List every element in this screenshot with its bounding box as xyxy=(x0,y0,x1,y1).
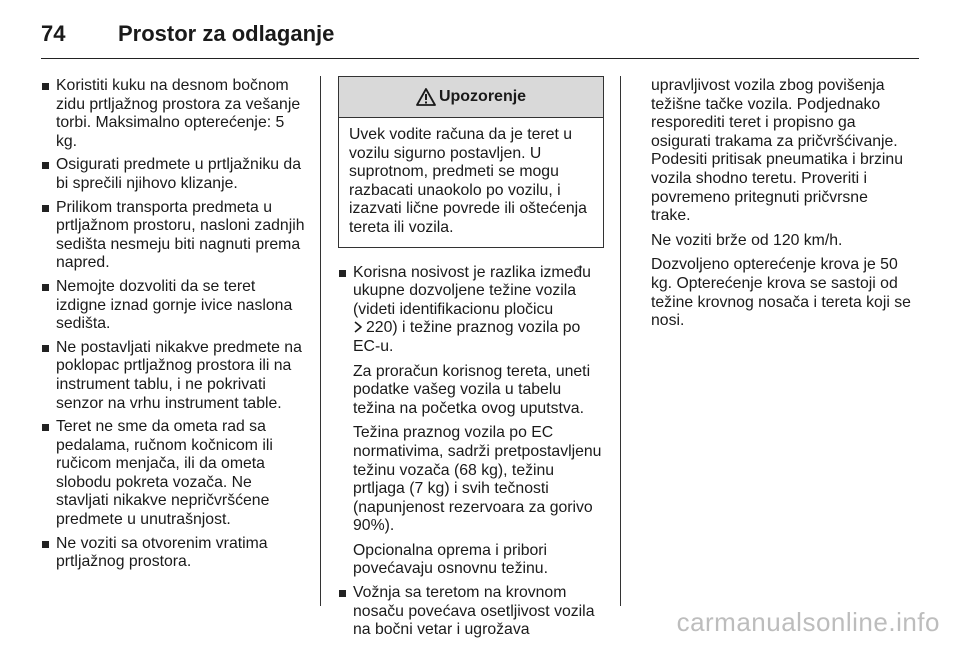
paragraph: upravljivost vozila zbog povišenja težišne tačke vozila. Podjednako resporediti teret i propisno ga osigurati trakama za pričvršćivanje. Podesiti pritisak pneumatika i brzinu vozila shodno teretu. Proveriti i povremeno pritegnuti pričvrsne trake. xyxy=(651,77,903,225)
bullet-list xyxy=(41,77,307,572)
payload-text: Korisna nosivost je razlika između ukupne dozvoljene težine vozila (videti identifikacionu pločicu xyxy=(353,263,591,318)
list-item: Ne postavljati nikakve predmete na poklopac prtljažnog prostora ili na instrument tablu, i ne pokrivati senzor na vrhu instrument table. xyxy=(41,339,307,413)
list-item: Prilikom transporta predmeta u prtljažnom prostoru, nasloni zadnjih sedišta nesmeju biti nagnuti prema napred. xyxy=(41,199,307,273)
paragraph: Dozvoljeno opterećenje krova je 50 kg. Opterećenje krova se sastoji od težine krovnog nosača i tereta koji se nosi. xyxy=(651,256,911,330)
list-item: Koristiti kuku na desnom bočnom zidu prtljažnog prostora za vešanje torbi. Maksimalno opterećenje: 5 kg. xyxy=(41,77,307,151)
warning-box xyxy=(338,76,604,248)
sub-paragraph: Težina praznog vozila po EC normativima, sadrži pretpostavljenu težinu vozača (68 kg), težinu prtljaga (7 kg) i svih tečnosti (napunjenost rezervoara za gorivo 90%). xyxy=(353,424,602,535)
page-reference-arrow-icon xyxy=(353,321,363,333)
bullet-list xyxy=(338,264,604,640)
warning-text: Uvek vodite računa da je teret u vozilu sigurno postavljen. U suprotnom, predmeti se mogu razbacati unaokolo po vozilu, i izazvati lične povrede ili oštećenja tereta ili vozila. xyxy=(349,126,587,236)
sub-paragraph: Za proračun korisnog tereta, uneti podatke vašeg vozila u tabelu težina na početka ovog uputstva. xyxy=(353,362,591,417)
column-1 xyxy=(41,77,307,577)
chapter-title: Prostor za odlaganje xyxy=(118,21,335,46)
warning-title: Upozorenje xyxy=(438,87,527,105)
header-rule xyxy=(41,58,919,59)
list-item: Nemojte dozvoliti da se teret izdigne iznad gornje ivice naslona sedišta. xyxy=(41,278,307,334)
list-item: Vožnja sa teretom na krovnom nosaču povećava osetljivost vozila na bočni vetar i ugrožava xyxy=(338,584,604,640)
sub-paragraph: Opcionalna oprema i pribori povećavaju osnovnu težinu. xyxy=(353,541,548,578)
list-item: Teret ne sme da ometa rad sa pedalama, ručnom kočnicom ili ručicom menjača, ili da ometa slobodu pokreta vozača. Ne stavljati nikakve nepričvršćene predmete u unutrašnjost. xyxy=(41,418,307,530)
list-item xyxy=(338,264,604,580)
column-2 xyxy=(338,76,604,645)
warning-triangle-icon xyxy=(416,88,436,106)
page-number: 74 xyxy=(41,21,66,46)
column-divider-left xyxy=(320,76,321,606)
list-item: Ne voziti sa otvorenim vratima prtljažnog prostora. xyxy=(41,535,307,572)
column-divider-right xyxy=(620,76,621,606)
page-header xyxy=(41,16,334,52)
warning-header xyxy=(339,77,603,118)
payload-text-ref: 220) i težine praznog vozila po EC-u. xyxy=(353,319,581,355)
column-3 xyxy=(651,77,911,337)
paragraph: Ne voziti brže od 120 km/h. xyxy=(651,231,843,249)
list-item: Osigurati predmete u prtljažniku da bi sprečili njihovo klizanje. xyxy=(41,156,307,193)
watermark: carmanualsonline.info xyxy=(676,607,940,637)
